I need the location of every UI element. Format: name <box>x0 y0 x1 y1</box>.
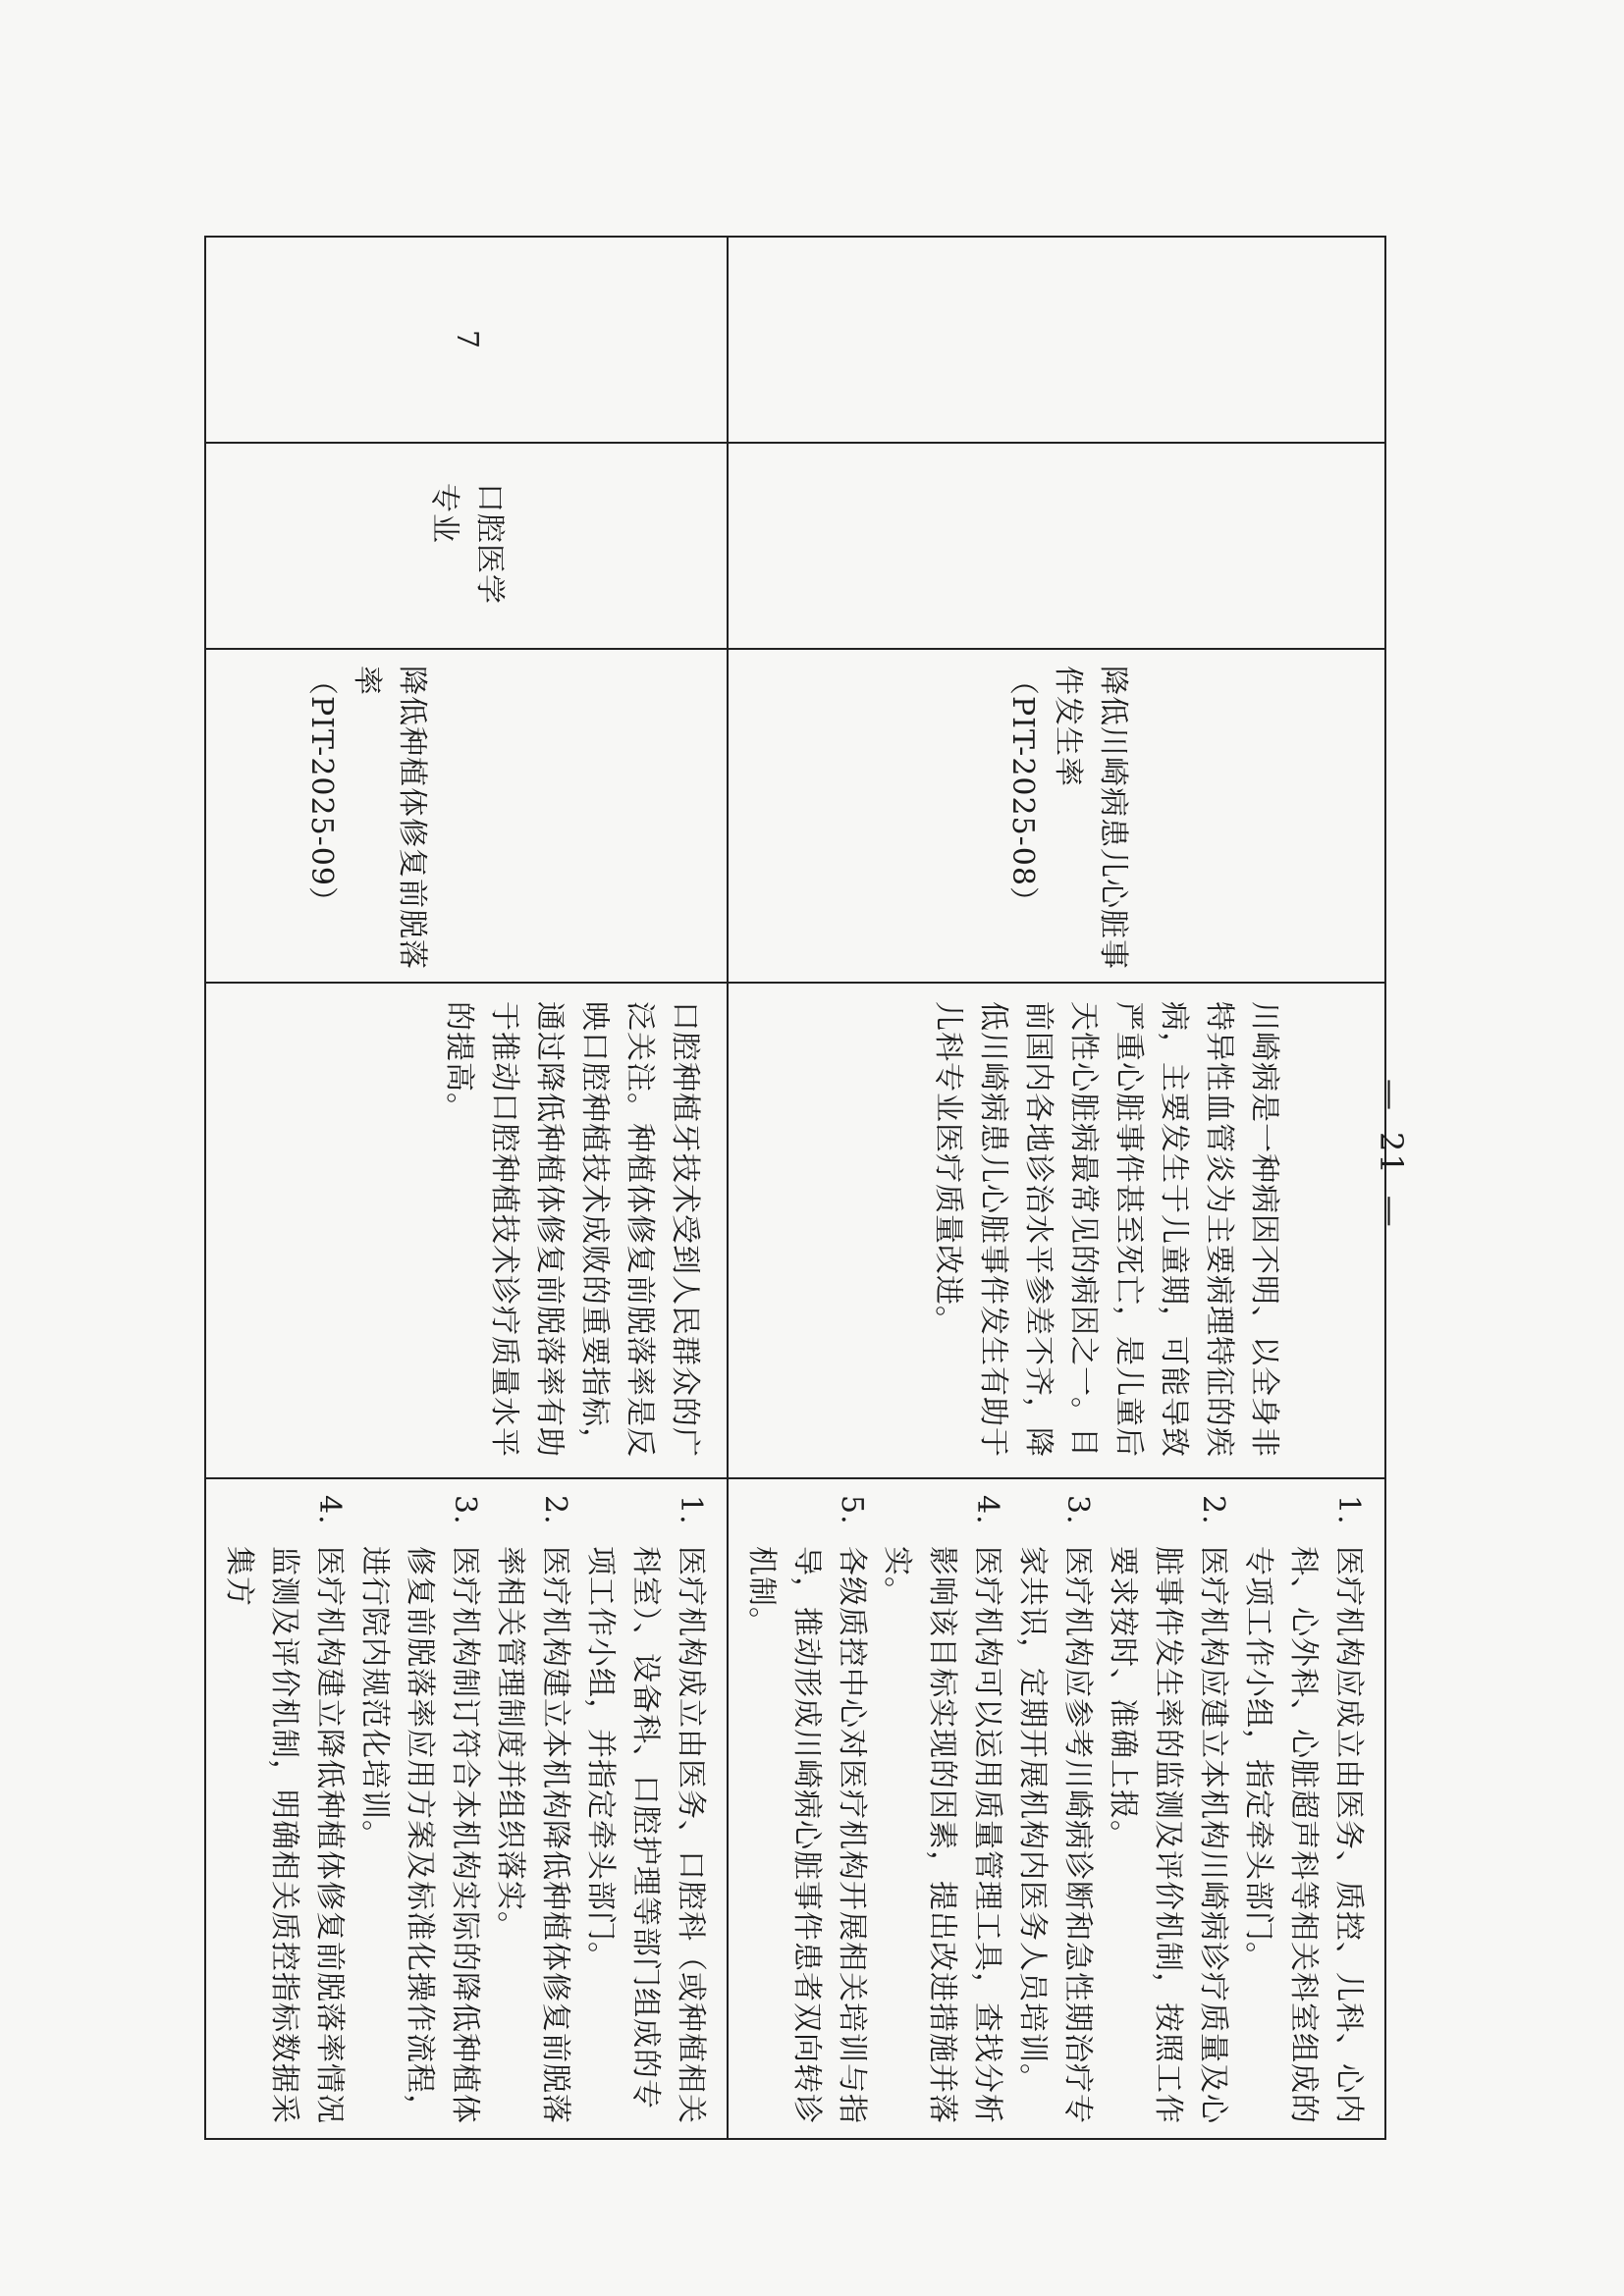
page-number: 21 <box>1373 1132 1410 1176</box>
serial-number-cell: 7 <box>205 237 728 443</box>
requirement-item: 1. 医疗机构成立由医务、口腔科（或种植相关科室）、设备科、口腔护理等部门组成的专项工作小组，并指定牵头部门。 <box>583 1495 708 2124</box>
target-code: （PIT-2025-08） <box>1005 666 1040 917</box>
dash-right: — <box>1373 1195 1410 1229</box>
requirement-item: 4. 医疗机构建立降低种植体修复前脱落率情况监测及评价机制，明确相关质控指标数据采集方 <box>222 1495 347 2124</box>
target-code: （PIT-2025-09） <box>304 666 339 917</box>
target-name: 降低种植体修复前脱落率 <box>350 666 429 970</box>
dash-left: — <box>1373 1079 1410 1112</box>
target-name-cell <box>205 649 728 983</box>
target-name-cell <box>728 649 1385 983</box>
quality-target-table <box>204 236 1386 2140</box>
table-row <box>205 237 728 2139</box>
target-name: 降低川崎病患儿心脏事件发生率 <box>1051 666 1130 970</box>
requirement-item: 2. 医疗机构建立本机构降低种植体修复前脱落率相关管理制度并组织落实。 <box>493 1495 572 2124</box>
page-number-footer <box>1373 1069 1410 1229</box>
requirement-item: 5. 各级质控中心对医疗机构开展相关培训与指导，推动形成川崎病心脏事件患者双向转诊机制。 <box>744 1495 869 2124</box>
table-row <box>728 237 1385 2139</box>
rationale-text: 川崎病是一种病因不明、以全身非特异性血管炎为主要病理特征的疾病，主要发生于儿童期，可能导致严重心脏事件甚至死亡，是儿童后天性心脏病最常见的病因之一。目前国内各地诊治水平参差不齐，降低川崎病患儿心脏事件发生有助于儿科专业医疗质量改进。 <box>931 1001 1281 1458</box>
requirements-cell <box>728 1478 1385 2139</box>
rotated-page-content <box>189 236 1386 2138</box>
rationale-text: 口腔种植牙技术受到人民群众的广泛关注。种植体修复前脱落率是反映口腔种植技术成败的重要指标，通过降低种植体修复前脱落率有助于推动口腔种植技术诊疗质量水平的提高。 <box>442 1001 702 1458</box>
requirement-item: 3. 医疗机构制订符合本机构实际的降低种植体修复前脱落率应用方案及标准化操作流程，进行院内规范化培训。 <box>357 1495 482 2124</box>
specialty-cell: 口腔医学专业 <box>205 443 728 649</box>
specialty-cell <box>728 443 1385 649</box>
requirements-cell <box>205 1478 728 2139</box>
requirement-item: 4. 医疗机构可以运用质量管理工具，查找分析影响该目标实现的因素，提出改进措施并落实。 <box>880 1495 1004 2124</box>
requirement-item: 3. 医疗机构应参考川崎病诊断和急性期治疗专家共识，定期开展机构内医务人员培训。 <box>1015 1495 1095 2124</box>
rationale-cell <box>205 983 728 1478</box>
requirement-item: 2. 医疗机构应建立本机构川崎病诊疗质量及心脏事件发生率的监测及评价机制，按照工作要求按时、准确上报。 <box>1106 1495 1230 2124</box>
requirement-item: 1. 医疗机构应成立由医务、质控、儿科、心内科、心外科、心脏超声科等相关科室组成的专项工作小组，指定牵头部门。 <box>1241 1495 1366 2124</box>
rationale-cell <box>728 983 1385 1478</box>
serial-number-cell <box>728 237 1385 443</box>
